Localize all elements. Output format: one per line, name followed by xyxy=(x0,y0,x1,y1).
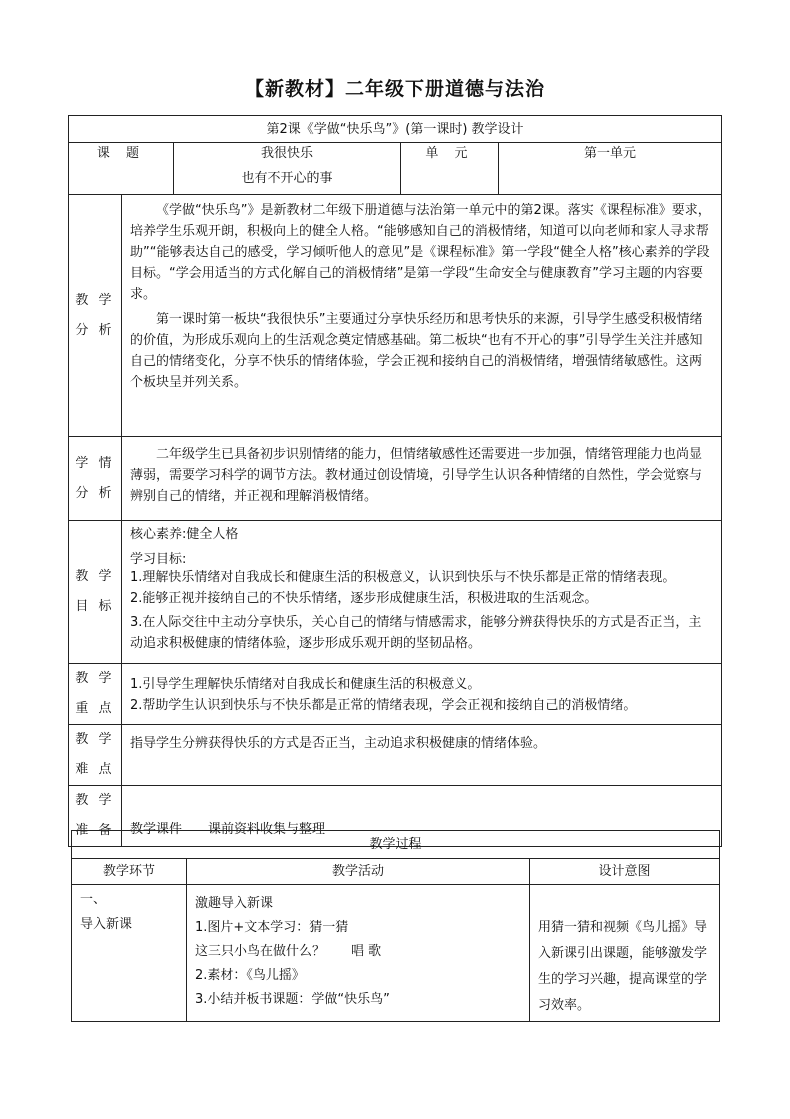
activity-item-1: 激趣导入新课 xyxy=(195,896,274,911)
students-label xyxy=(69,437,122,521)
design-table xyxy=(68,115,722,847)
activity-item-5: 3.小结并板书课题：学做“快乐鸟” xyxy=(195,992,390,1007)
difficulties-label-line1: 教 学 xyxy=(75,732,115,747)
students-label-line2: 分 析 xyxy=(75,485,115,501)
topic-values xyxy=(174,143,401,195)
preparation-label-line2: 准 备 xyxy=(75,823,115,838)
objective-item-2: 2.能够正视并接纳自己的不快乐情绪，逐步形成健康生活，积极进取的生活观念。 xyxy=(130,591,598,606)
unit-label: 单 元 xyxy=(401,143,499,195)
activity-item-4: 2.素材：《鸟儿摇》 xyxy=(195,968,305,983)
keypoints-content xyxy=(122,664,722,725)
objective-item-1: 1.理解快乐情绪对自我成长和健康生活的积极意义，认识到快乐与不快乐都是正常的情绪表现。 xyxy=(130,570,676,585)
students-content xyxy=(122,437,722,521)
step-name xyxy=(72,885,187,1022)
keypoint-item-2: 2.帮助学生认识到快乐与不快乐都是正常的情绪表现，学会正视和接纳自己的消极情绪。 xyxy=(130,697,637,713)
students-paragraph: 二年级学生已具备初步识别情绪的能力，但情绪敏感性还需要进一步加强，情绪管理能力也尚显薄弱，需要学习科学的调节方法。教材通过创设情境，引导学生认识各种情绪的自然性，学会觉察与辨别自己的情绪，并正视和理解消极情绪。 xyxy=(130,447,703,504)
topic-value-1: 我很快乐 xyxy=(260,146,313,161)
activity-item-3: 这三只小鸟在做什么？ 唱 歌 xyxy=(195,944,382,959)
col-header-intent: 设计意图 xyxy=(530,859,720,885)
objectives-label-line2: 目 标 xyxy=(75,599,115,614)
document-title: 【新教材】二年级下册道德与法治 xyxy=(244,78,545,100)
step-number: 一、 xyxy=(80,892,107,907)
preparation-label-line1: 教 学 xyxy=(75,793,115,808)
objectives-core: 核心素养:健全人格 xyxy=(130,527,239,542)
analysis-label xyxy=(69,195,122,437)
keypoint-item-1: 1.引导学生理解快乐情绪对自我成长和健康生活的积极意义。 xyxy=(130,676,481,692)
difficulties-label-line2: 难 点 xyxy=(75,762,115,777)
students-label-line1: 学 情 xyxy=(75,455,115,471)
step-title: 导入新课 xyxy=(80,917,133,932)
activity-item-2: 1.图片+文本学习：猜一猜 xyxy=(195,920,349,935)
analysis-paragraph-2: 第一课时第一板块“我很快乐”主要通过分享快乐经历和思考快乐的来源，引导学生感受积极情绪的价值，为形成乐观向上的生活观念奠定情感基础。第二板块“也有不开心的事”引导学生关注并感知自己的情绪变化，分享不快乐的情绪体验，学会正视和接纳自己的消极情绪，增强情绪敏感性。这两个板块呈并列关系。 xyxy=(130,312,703,390)
analysis-label-line1: 教 学 xyxy=(75,292,115,308)
design-intent: 用猜一猜和视频《鸟儿摇》导入新课引出课题，能够激发学生的学习兴趣，提高课堂的学习效率。 xyxy=(530,885,720,1022)
analysis-paragraph-1: 《学做“快乐鸟”》是新教材二年级下册道德与法治第一单元中的第2课。落实《课程标准》要求，培养学生乐观开朗，积极向上的健全人格。“能够感知自己的消极情绪，知道可以向老师和家人寻求帮助”“能够表达自己的感受，学习倾听他人的意见”是《课程标准》第一学段“健全人格”核心素养的学段目标。“学会用适当的方式化解自己的消极情绪”是第一学段“生命安全与健康教育”学习主题的内容要求。 xyxy=(130,203,711,302)
difficulties-label xyxy=(69,725,122,786)
difficulties-content: 指导学生分辨获得快乐的方式是否正当，主动追求积极健康的情绪体验。 xyxy=(122,725,722,786)
keypoints-label-line2: 重 点 xyxy=(75,701,115,716)
col-header-step: 教学环节 xyxy=(72,859,187,885)
activity-list xyxy=(187,885,530,1022)
keypoints-label xyxy=(69,664,122,725)
analysis-content xyxy=(122,195,722,437)
keypoints-label-line1: 教 学 xyxy=(75,671,115,686)
preparation-content: 教学课件 课前资料收集与整理 xyxy=(122,786,722,847)
topic-label: 课 题 xyxy=(69,143,174,195)
process-table xyxy=(71,830,720,1022)
objectives-label-line1: 教 学 xyxy=(75,569,115,584)
col-header-activity: 教学活动 xyxy=(187,859,530,885)
topic-value-2: 也有不开心的事 xyxy=(241,171,333,186)
process-title: 教学过程 xyxy=(72,831,720,859)
lesson-title: 第2课《学做“快乐鸟”》(第一课时) 教学设计 xyxy=(69,116,722,143)
objective-item-3: 3.在人际交往中主动分享快乐，关心自己的情绪与情感需求，能够分辨获得快乐的方式是否正当，主动追求积极健康的情绪体验，逐步形成乐观开朗的坚韧品格。 xyxy=(130,615,702,651)
analysis-label-line2: 分 析 xyxy=(75,322,115,338)
objectives-label xyxy=(69,521,122,664)
objectives-goals-title: 学习目标: xyxy=(130,552,187,567)
objectives-content xyxy=(122,521,722,664)
unit-value: 第一单元 xyxy=(499,143,722,195)
